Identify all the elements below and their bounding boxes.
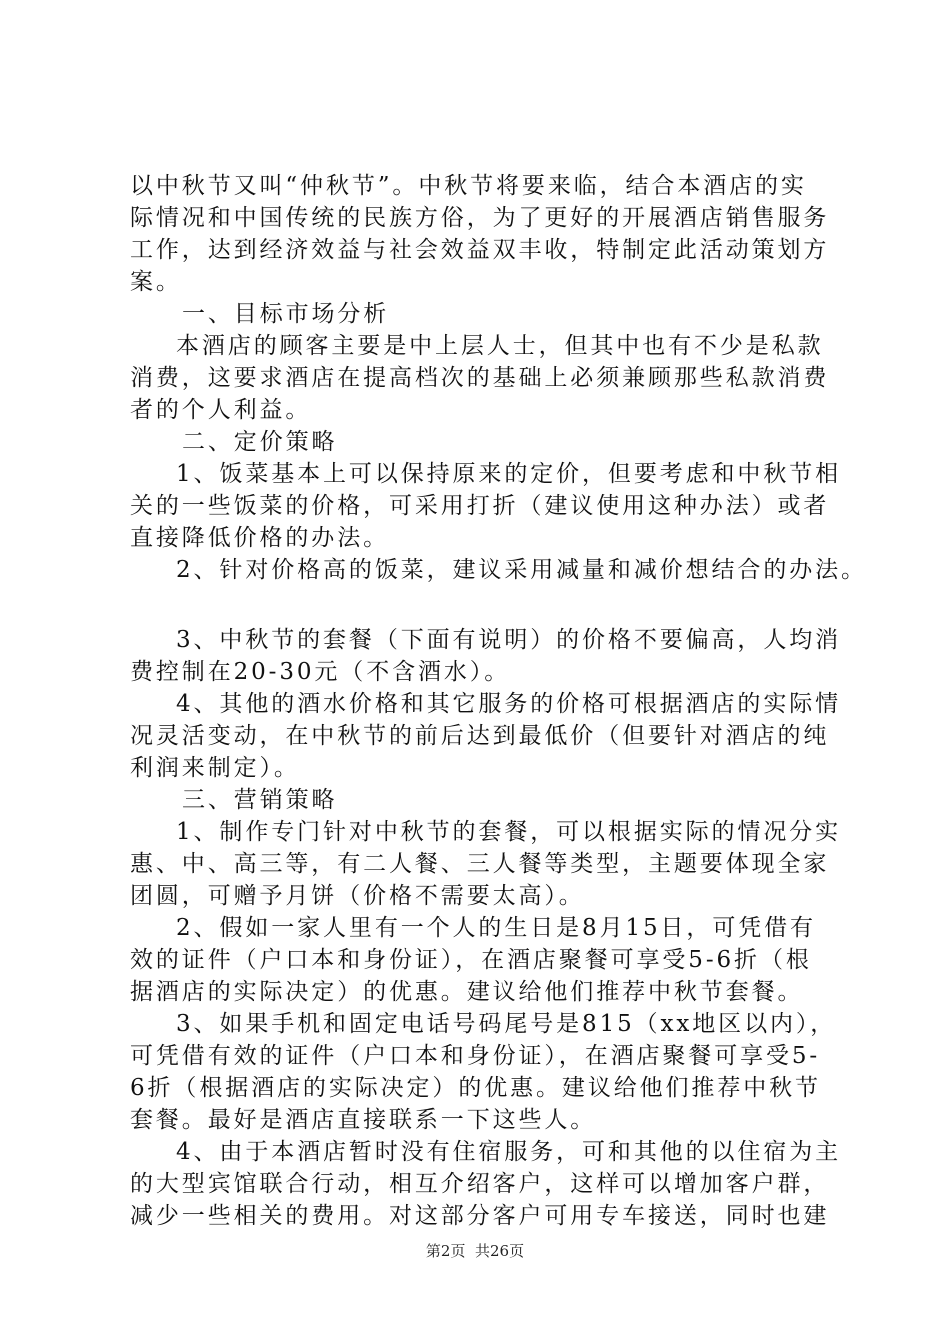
paragraph-line: 2、假如一家人里有一个人的生日是8月15日，可凭借有 (176, 915, 816, 941)
blank-line (130, 586, 830, 624)
paragraph-line: 套餐。最好是酒店直接联系一下这些人。 (130, 1107, 597, 1133)
paragraph-line: 者的个人利益。 (130, 397, 312, 423)
paragraph-line: 2、针对价格高的饭菜，建议采用减量和减价想结合的办法。 (176, 557, 867, 583)
paragraph-line: 团圆，可赠予月饼（价格不需要太高）。 (130, 883, 585, 909)
section-heading-pricing: 二、定价策略 (182, 429, 338, 455)
paragraph-line: 1、饭菜基本上可以保持原来的定价，但要考虑和中秋节相 (176, 461, 842, 487)
paragraph-line: 消费，这要求酒店在提高档次的基础上必须兼顾那些私款消费 (130, 365, 830, 391)
section-heading-marketing: 三、营销策略 (182, 787, 338, 813)
paragraph-line: 4、其他的酒水价格和其它服务的价格可根据酒店的实际情 (176, 691, 842, 717)
paragraph-line: 4、由于本酒店暂时没有住宿服务，可和其他的以住宿为主 (176, 1139, 842, 1165)
paragraph-line: 关的一些饭菜的价格，可采用打折（建议使用这种办法）或者 (130, 493, 830, 519)
paragraph-line: 的大型宾馆联合行动，相互介绍客户，这样可以增加客户群， (130, 1171, 830, 1197)
section-heading-target-market: 一、目标市场分析 (182, 301, 390, 327)
document-body (130, 170, 867, 1232)
paragraph-line: 效的证件（户口本和身份证），在酒店聚餐可享受5-6折（根 (130, 947, 812, 973)
paragraph-line: 3、中秋节的套餐（下面有说明）的价格不要偏高，人均消 (176, 627, 842, 653)
paragraph-line: 案。 (130, 269, 182, 295)
paragraph-line: 3、如果手机和固定电话号码尾号是815（xx地区以内）， (176, 1011, 837, 1037)
paragraph-line: 本酒店的顾客主要是中上层人士，但其中也有不少是私款 (176, 333, 824, 359)
paragraph-line: 工作，达到经济效益与社会效益双丰收，特制定此活动策划方 (130, 237, 830, 263)
paragraph-line: 6折（根据酒店的实际决定）的优惠。建议给他们推荐中秋节 (130, 1075, 821, 1101)
page-number-footer: 第2页 共26页 (425, 1242, 525, 1260)
paragraph-line: 1、制作专门针对中秋节的套餐，可以根据实际的情况分实 (176, 819, 842, 845)
paragraph-line: 以中秋节又叫“仲秋节”。中秋节将要来临，结合本酒店的实 (130, 173, 807, 199)
paragraph-line: 惠、中、高三等，有二人餐、三人餐等类型，主题要体现全家 (130, 851, 830, 877)
paragraph-line: 费控制在20-30元（不含酒水）。 (130, 659, 511, 685)
paragraph-line: 可凭借有效的证件（户口本和身份证），在酒店聚餐可享受5- (130, 1043, 821, 1069)
paragraph-line: 直接降低价格的办法。 (130, 525, 389, 551)
paragraph-line: 据酒店的实际决定）的优惠。建议给他们推荐中秋节套餐。 (130, 979, 804, 1005)
paragraph-line: 际情况和中国传统的民族方俗，为了更好的开展酒店销售服务 (130, 205, 830, 231)
paragraph-line: 利润来制定）。 (130, 755, 300, 781)
paragraph-line: 减少一些相关的费用。对这部分客户可用专车接送，同时也建 (130, 1203, 830, 1229)
paragraph-line: 况灵活变动，在中秋节的前后达到最低价（但要针对酒店的纯 (130, 723, 830, 749)
